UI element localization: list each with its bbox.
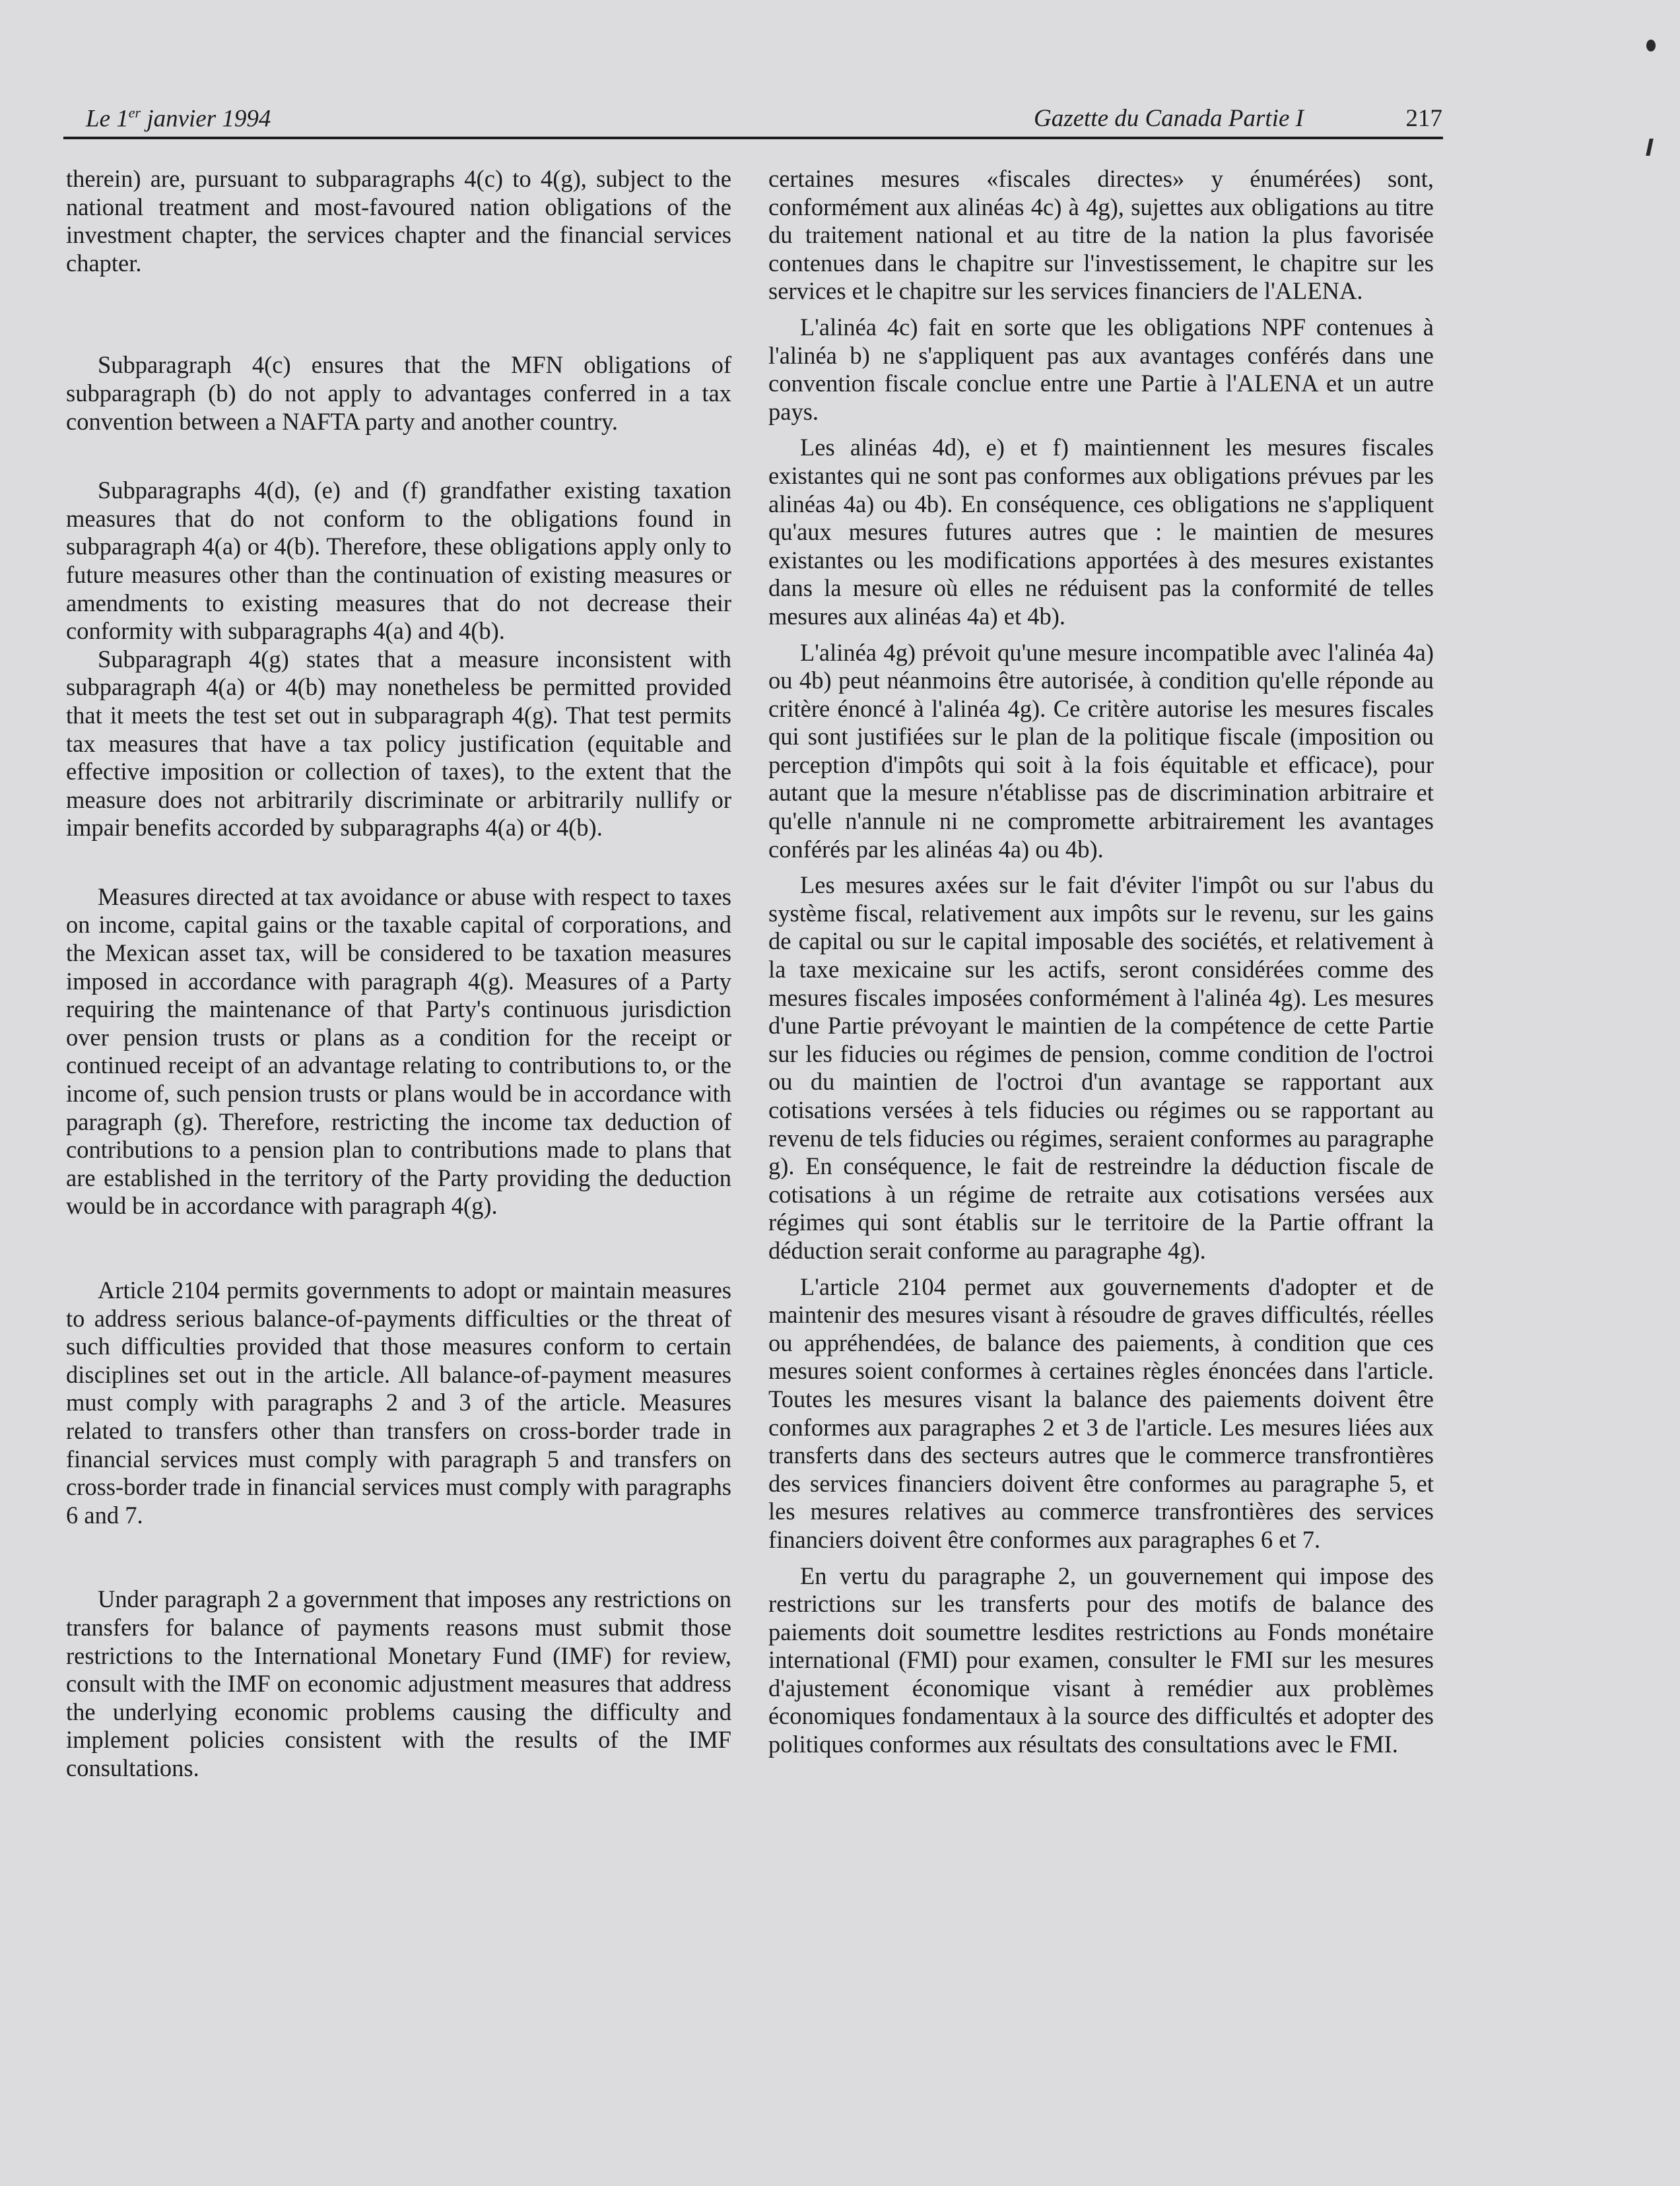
paragraph: L'alinéa 4g) prévoit qu'une mesure incompatible avec l'alinéa 4a) ou 4b) peut néanmoins être autorisée, à condition qu'elle réponde au critère énoncé à l'alinéa 4g). Ce critère autorise les mesures fiscales qui sont justifiées sur le plan de la politique fiscale (imposition ou perception d'impôts qui soit à la fois équitable et efficace), pour autant que la mesure n'établisse pas de discrimination arbitraire et qu'elle n'annule ni ne compromette arbitrairement les avantages conférés par les alinéas 4a) ou 4b). (768, 638, 1434, 863)
paragraph: therein) are, pursuant to subparagraphs 4(c) to 4(g), subject to the national treatment and most-favoured nation obligations of the investment chapter, the services chapter and the financial services chapter. (66, 165, 731, 277)
english-column (66, 165, 731, 1783)
paragraph: Les mesures axées sur le fait d'éviter l'impôt ou sur l'abus du système fiscal, relativement aux impôts sur le revenu, sur les gains de capital ou sur le capital imposable des sociétés, et relativement à la taxe mexicaine sur les actifs, seront considérées comme des mesures fiscales imposées conformément à l'alinéa 4g). Les mesures d'une Partie prévoyant le maintien de la compétence de cette Partie sur les fiducies ou régimes de pension, comme condition de l'octroi ou du maintien de l'octroi d'un avantage se rapportant aux cotisations versées à tels fiducies ou régimes ou se rapportant au revenu de tels fiducies ou régimes, seraient conformes au paragraphe g). En conséquence, le fait de restreindre la déduction fiscale de cotisations à un régime de retraite aux cotisations versées aux régimes qui sont établis sur le territoire de la Partie offrant la déduction serait conforme au paragraphe 4g). (768, 871, 1434, 1264)
paragraph: L'alinéa 4c) fait en sorte que les obligations NPF contenues à l'alinéa b) ne s'appliquent pas aux avantages conférés dans une convention fiscale conclue entre une Partie à l'ALENA et un autre pays. (768, 313, 1434, 425)
header-rule (63, 137, 1443, 139)
paragraph: Measures directed at tax avoidance or abuse with respect to taxes on income, capital gains or the taxable capital of corporations, and the Mexican asset tax, will be considered to be taxation measures imposed in accordance with paragraph 4(g). Measures of a Party requiring the maintenance of that Party's continuous jurisdiction over pension trusts or plans as a condition for the receipt or continued receipt of an advantage relating to contributions to, or the income of, such pension trusts or plans would be in accordance with paragraph (g). Therefore, restricting the income tax deduction of contributions to a pension plan to contributions made to plans that are established in the territory of the Party providing the deduction would be in accordance with paragraph 4(g). (66, 882, 731, 1220)
french-column (768, 165, 1434, 1759)
issue-date: Le 1er janvier 1994 (86, 104, 271, 133)
page-number: 217 (1405, 105, 1442, 132)
scan-mark (1646, 40, 1656, 51)
paragraph: Subparagraph 4(g) states that a measure inconsistent with subparagraph 4(a) or 4(b) may nonetheless be permitted provided that it meets the test set out in subparagraph 4(g). That test permits tax measures that have a tax policy justification (equitable and effective imposition or collection of taxes), to the extent that the measure does not arbitrarily discriminate or arbitrarily nullify or impair benefits accorded by subparagraphs 4(a) or 4(b). (66, 645, 731, 842)
paragraph: certaines mesures «fiscales directes» y énumérées) sont, conformément aux alinéas 4c) à 4g), sujettes aux obligations au titre du traitement national et au titre de la nation la plus favorisée contenues dans le chapitre sur l'investissement, le chapitre sur les services et le chapitre sur les services financiers de l'ALENA. (768, 165, 1434, 305)
paragraph: Les alinéas 4d), e) et f) maintiennent les mesures fiscales existantes qui ne sont pas conformes aux obligations prévues par les alinéas 4a) ou 4b). En conséquence, ces obligations ne s'appliquent qu'aux mesures futures autres que : le maintien de mesures existantes ou les modifications apportées à des mesures existantes dans la mesure où elles ne réduisent pas la conformité de telles mesures aux alinéas 4a) et 4b). (768, 434, 1434, 630)
paragraph: En vertu du paragraphe 2, un gouvernement qui impose des restrictions sur les transferts pour des motifs de balance des paiements doit soumettre lesdites restrictions au Fonds monétaire international (FMI) pour examen, consulter le FMI sur les mesures d'ajustement économique visant à remédier aux problèmes économiques fondamentaux à la source des difficultés et adopter des politiques conformes aux résultats des consultations avec le FMI. (768, 1562, 1434, 1758)
paragraph: L'article 2104 permet aux gouvernements d'adopter et de maintenir des mesures visant à résoudre de graves difficultés, réelles ou appréhendées, de balance des paiements, à condition que ces mesures soient conformes à certaines règles énoncées dans l'article. Toutes les mesures visant la balance des paiements doivent être conformes aux paragraphes 2 et 3 de l'article. Les mesures liées aux transferts dans des secteurs autres que le commerce transfrontières des services financiers doivent être conformes au paragraphe 5, et les mesures relatives au commerce transfrontières des services financiers doivent être conformes aux paragraphes 6 et 7. (768, 1273, 1434, 1553)
paragraph: Under paragraph 2 a government that imposes any restrictions on transfers for balance of payments reasons must submit those restrictions to the International Monetary Fund (IMF) for review, consult with the IMF on economic adjustment measures that address the underlying economic problems causing the difficulty and implement policies consistent with the results of the IMF consultations. (66, 1585, 731, 1781)
scan-mark (1646, 139, 1654, 156)
paragraph: Subparagraph 4(c) ensures that the MFN obligations of subparagraph (b) do not apply to advantages conferred in a tax convention between a NAFTA party and another country. (66, 351, 731, 435)
paragraph: Subparagraphs 4(d), (e) and (f) grandfather existing taxation measures that do not conform to the obligations found in subparagraph 4(a) or 4(b). Therefore, these obligations apply only to future measures other than the continuation of existing measures or amendments to existing measures that do not decrease their conformity with subparagraphs 4(a) and 4(b). (66, 477, 731, 645)
publication-title: Gazette du Canada Partie I (1033, 105, 1304, 132)
page-header (86, 104, 1442, 137)
paragraph: Article 2104 permits governments to adopt or maintain measures to address serious balance-of-payments difficulties or the threat of such difficulties provided that those measures conform to certain disciplines set out in the article. All balance-of-payment measures must comply with paragraphs 2 and 3 of the article. Measures related to transfers other than transfers on cross-border trade in financial services must comply with paragraph 5 and transfers on cross-border trade in financial services must comply with paragraphs 6 and 7. (66, 1276, 731, 1529)
